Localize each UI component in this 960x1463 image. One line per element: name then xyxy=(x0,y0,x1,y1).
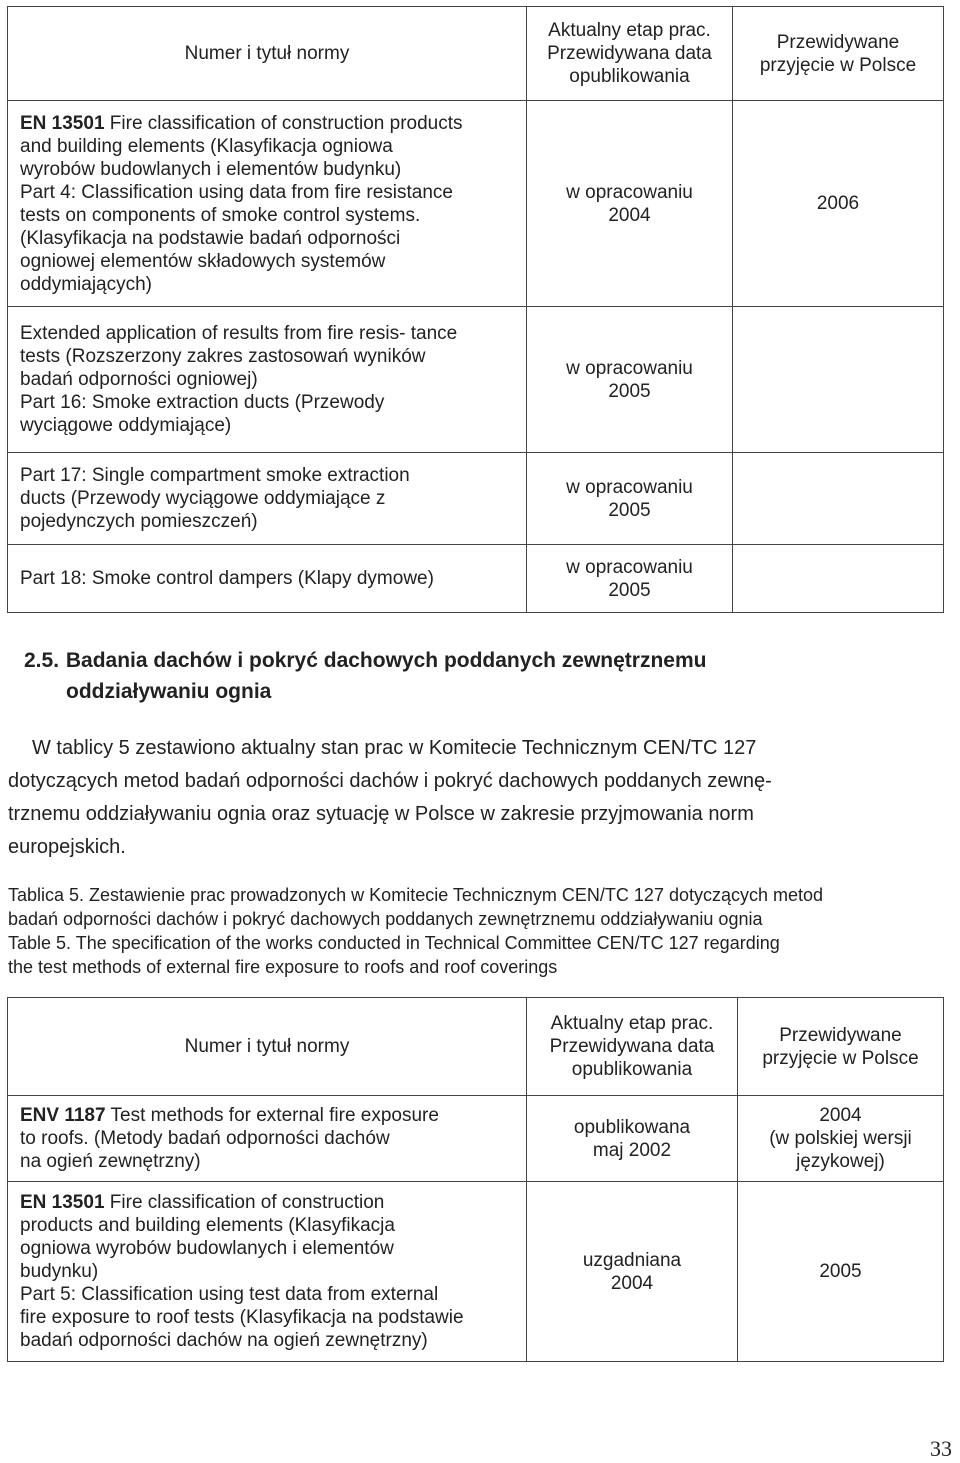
norm-cell: Part 17: Single compartment smoke extraction ducts (Przewody wyciągowe oddymiające z pojedynczych pomieszczeń) xyxy=(8,453,527,545)
table-caption: Tablica 5. Zestawienie prac prowadzonych w Komitecie Technicznym CEN/TC 127 dotyczących metod badań odporności dachów i pokryć dachowych poddanych zewnętrznemu oddziaływaniu ognia Table 5. The specification of the works conducted in Technical Committee CEN/TC 127 regarding the test methods of external fire exposure to roofs and roof coverings xyxy=(8,885,824,977)
poland-cell xyxy=(733,307,944,453)
status-cell: w opracowaniu 2005 xyxy=(527,545,733,613)
table-row xyxy=(8,1096,944,1182)
norm-cell: Part 18: Smoke control dampers (Klapy dymowe) xyxy=(8,545,527,613)
header-current-stage: Aktualny etap prac. Przewidywana data opublikowania xyxy=(527,998,738,1096)
poland-cell xyxy=(733,453,944,545)
header-norm-number-title: Numer i tytuł normy xyxy=(8,998,527,1096)
table-row xyxy=(8,453,944,545)
norms-table-smoke-control xyxy=(7,6,944,613)
page-number: 33 xyxy=(930,1436,952,1461)
header-adoption-poland: Przewidywane przyjęcie w Polsce xyxy=(738,998,944,1096)
header-current-stage: Aktualny etap prac. Przewidywana data opublikowania xyxy=(527,7,733,101)
norm-cell: EN 13501 Fire classification of construction products and building elements (Klasyfikacja ogniowa wyrobów budowlanych i elementów budynku) Part 4: Classification using data from fire resistance tests on components of smoke control systems. (Klasyfikacja na podstawie badań odporności ogniowej elementów składowych systemów oddymiających) xyxy=(8,101,527,307)
norm-cell: Extended application of results from fire resis- tance tests (Rozszerzony zakres zastosowań wyników badań odporności ogniowej) Part 16: Smoke extraction ducts (Przewody wyciągowe oddymiające) xyxy=(8,307,527,453)
norm-cell: ENV 1187 Test methods for external fire exposure to roofs. (Metody badań odporności dachów na ogień zewnętrzny) xyxy=(8,1096,527,1182)
table-header-row xyxy=(8,998,944,1096)
table-row xyxy=(8,1182,944,1362)
status-cell: w opracowaniu 2005 xyxy=(527,307,733,453)
status-cell: opublikowana maj 2002 xyxy=(527,1096,738,1182)
header-adoption-poland: Przewidywane przyjęcie w Polsce xyxy=(733,7,944,101)
table-row xyxy=(8,545,944,613)
norm-cell: EN 13501 Fire classification of construction products and building elements (Klasyfikacja ogniowa wyrobów budowlanych i elementów budynku) Part 5: Classification using test data from external fire exposure to roof tests (Klasyfikacja na podstawie badań odporności dachów na ogień zewnętrzny) xyxy=(8,1182,527,1362)
section-number: 2.5. xyxy=(24,649,60,672)
status-cell: w opracowaniu 2005 xyxy=(527,453,733,545)
status-cell: w opracowaniu 2004 xyxy=(527,101,733,307)
poland-cell: 2005 xyxy=(738,1182,944,1362)
header-norm-number-title: Numer i tytuł normy xyxy=(8,7,527,101)
poland-cell xyxy=(733,545,944,613)
status-cell: uzgadniana 2004 xyxy=(527,1182,738,1362)
poland-cell: 2006 xyxy=(733,101,944,307)
table-header-row xyxy=(8,7,944,101)
body-paragraph: W tablicy 5 zestawiono aktualny stan prac w Komitecie Technicznym CEN/TC 127 dotyczących metod badań odporności dachów i pokryć dachowych poddanych zewnę- trznemu oddziaływaniu ognia oraz sytuację w Polsce w zakresie przyjmowania norm europejskich. xyxy=(8,737,772,858)
table-row xyxy=(8,307,944,453)
table-row xyxy=(8,101,944,307)
section-heading xyxy=(24,645,904,707)
norms-table-roof-fire xyxy=(7,997,944,1362)
section-title-line1: Badania dachów i pokryć dachowych poddanych zewnętrznemu xyxy=(65,649,707,672)
poland-cell: 2004 (w polskiej wersji językowej) xyxy=(738,1096,944,1182)
section-title-line2: oddziaływaniu ognia xyxy=(66,680,272,703)
